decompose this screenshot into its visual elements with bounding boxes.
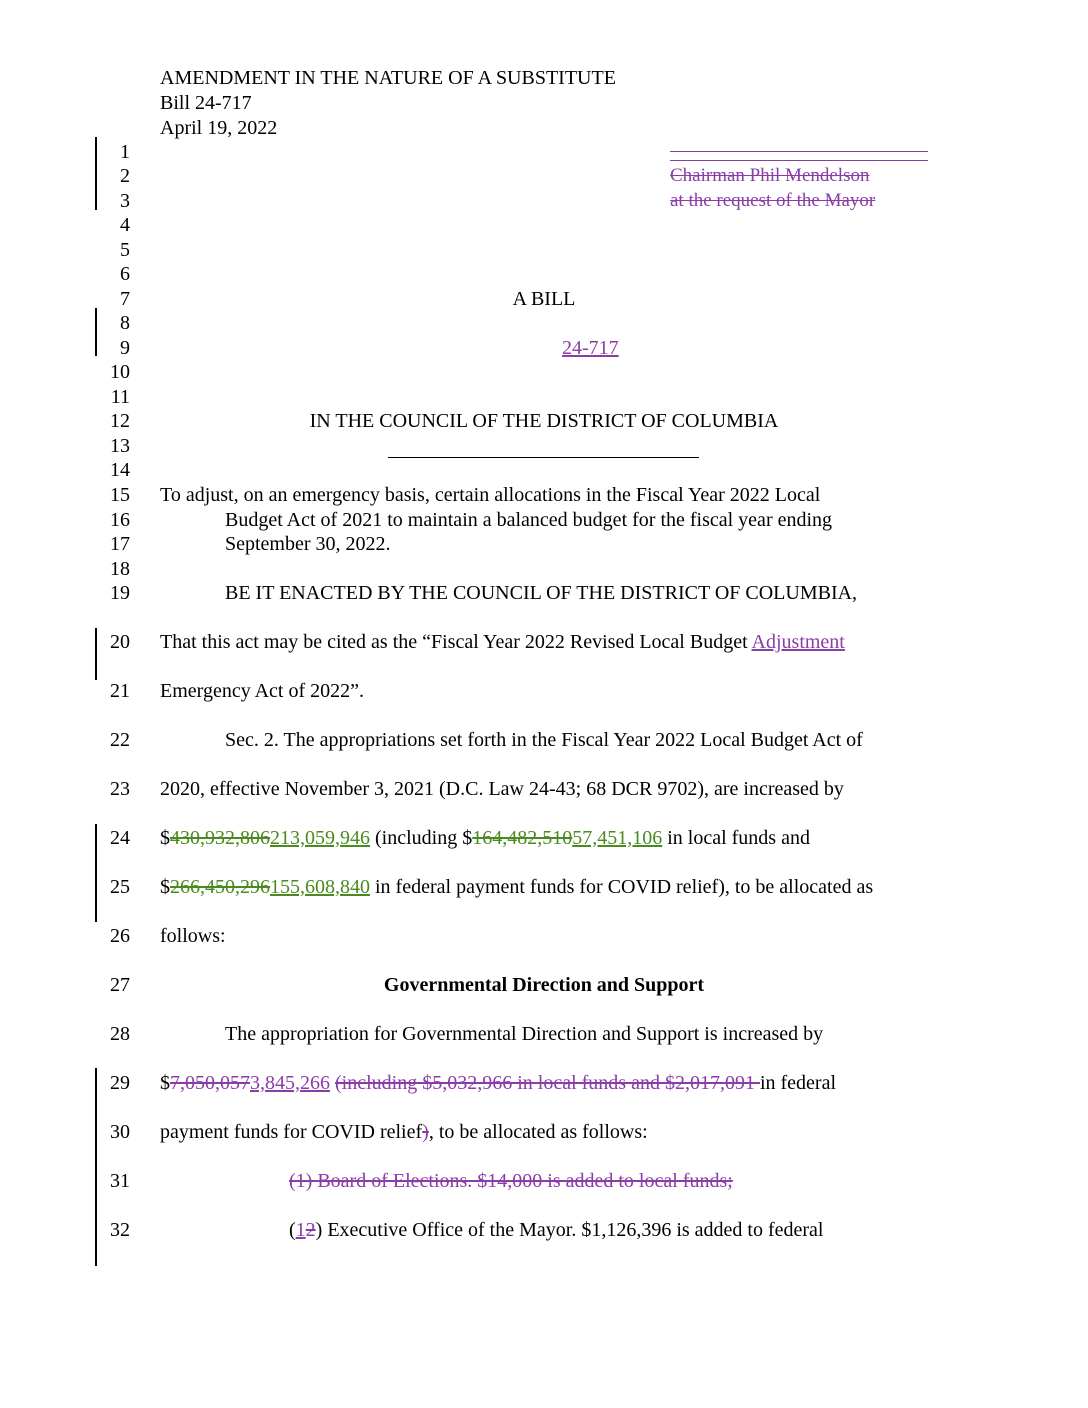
deleted-text: 2: [305, 1219, 316, 1241]
body-line-20: [160, 630, 845, 654]
line-number: 31: [110, 1170, 130, 1192]
text-run: , to be allocated as follows:: [428, 1121, 648, 1143]
line-number: 12: [110, 410, 130, 432]
text-run: $: [160, 876, 170, 898]
line-number: 29: [110, 1072, 130, 1094]
text-run: $: [160, 827, 170, 849]
deleted-text: (including $5,032,966 in local funds and $2,017,091: [335, 1072, 760, 1094]
line-number: 21: [110, 680, 130, 702]
body-line-22: Sec. 2. The appropriations set forth in the Fiscal Year 2022 Local Budget Act of: [225, 729, 863, 751]
line-number: 6: [120, 263, 130, 285]
text-run: (: [289, 1219, 296, 1241]
line-number: 25: [110, 876, 130, 898]
line-number: 9: [120, 337, 130, 359]
sponsor-request: at the request of the Mayor: [670, 190, 876, 211]
header-line-amendment: AMENDMENT IN THE NATURE OF A SUBSTITUTE: [160, 67, 616, 89]
title-rule: [388, 457, 699, 458]
line-number: 24: [110, 827, 130, 849]
line-number: 4: [120, 214, 130, 236]
inserted-text: 3,845,266: [250, 1072, 330, 1094]
line-number: 28: [110, 1023, 130, 1045]
line-number: 26: [110, 925, 130, 947]
text-run: ) Executive Office of the Mayor. $1,126,396 is added to federal: [315, 1219, 824, 1241]
body-line-26: follows:: [160, 925, 226, 947]
line-number: 20: [110, 631, 130, 653]
a-bill-heading: A BILL: [512, 288, 576, 310]
line-number: 15: [110, 484, 130, 506]
text-run: in federal: [759, 1072, 837, 1094]
body-line-25: [160, 875, 873, 899]
header-line-bill: Bill 24-717: [160, 92, 252, 114]
line-number: 16: [110, 509, 130, 531]
deleted-text: 266,450,296: [170, 876, 270, 898]
long-title-line: September 30, 2022.: [225, 533, 391, 555]
text-run: $: [160, 1072, 170, 1094]
body-line-29: [160, 1071, 836, 1095]
section-heading: Governmental Direction and Support: [383, 974, 705, 996]
body-line-28: The appropriation for Governmental Direction and Support is increased by: [225, 1023, 824, 1045]
text-run: payment funds for COVID relief: [160, 1121, 423, 1143]
header-line-date: April 19, 2022: [160, 117, 278, 139]
deleted-text: 7,050,057: [170, 1072, 250, 1094]
line-number: 17: [110, 533, 130, 555]
line-number: 13: [110, 435, 130, 457]
inserted-text: 155,608,840: [270, 876, 370, 898]
line-number: 11: [110, 386, 130, 408]
body-line-24: [160, 826, 810, 850]
line-number: 1: [120, 141, 130, 163]
inserted-text: 213,059,946: [270, 827, 370, 849]
body-line-30: [160, 1120, 648, 1144]
body-line-31: (1) Board of Elections. $14,000 is added to local funds;: [289, 1170, 733, 1192]
text-run: (including $: [370, 827, 473, 849]
text-run: in local funds and: [662, 827, 810, 849]
line-number: 22: [110, 729, 130, 751]
line-number: 10: [110, 361, 130, 383]
line-number: 23: [110, 778, 130, 800]
inserted-text: 1: [295, 1219, 306, 1241]
council-heading: IN THE COUNCIL OF THE DISTRICT OF COLUMBIA: [309, 410, 779, 432]
inserted-text: Adjustment: [751, 631, 845, 653]
deleted-text: 164,482,510: [472, 827, 573, 849]
line-number: 2: [120, 165, 130, 187]
text-run: in federal payment funds for COVID relief), to be allocated as: [370, 876, 874, 898]
line-number: 3: [120, 190, 130, 212]
body-line-32: [289, 1218, 823, 1242]
bill-number-value: 24-717: [562, 337, 619, 359]
line-number: 18: [110, 558, 130, 580]
line-number: 8: [120, 312, 130, 334]
long-title-line: To adjust, on an emergency basis, certain allocations in the Fiscal Year 2022 Local: [160, 484, 821, 506]
bill-number: [465, 336, 619, 360]
line-number: 27: [110, 974, 130, 996]
deleted-text: ): [422, 1121, 429, 1143]
inserted-text: 57,451,106: [572, 827, 663, 849]
text-run: That this act may be cited as the “Fiscal Year 2022 Revised Local Budget: [160, 631, 752, 653]
line-number: 19: [110, 582, 130, 604]
line-number: 14: [110, 459, 130, 481]
enacting-clause: BE IT ENACTED BY THE COUNCIL OF THE DISTRICT OF COLUMBIA,: [225, 582, 858, 604]
sponsor-name: Chairman Phil Mendelson: [670, 165, 870, 186]
line-number: 32: [110, 1219, 130, 1241]
line-number: 5: [120, 239, 130, 261]
deleted-text: 430,932,806: [170, 827, 270, 849]
signature-line: [670, 160, 928, 161]
body-line-21: Emergency Act of 2022”.: [160, 680, 365, 702]
body-line-23: 2020, effective November 3, 2021 (D.C. Law 24-43; 68 DCR 9702), are increased by: [160, 778, 844, 800]
long-title-line: Budget Act of 2021 to maintain a balanced budget for the fiscal year ending: [225, 509, 833, 531]
signature-line: [670, 151, 928, 152]
line-number: 30: [110, 1121, 130, 1143]
line-number: 7: [120, 288, 130, 310]
